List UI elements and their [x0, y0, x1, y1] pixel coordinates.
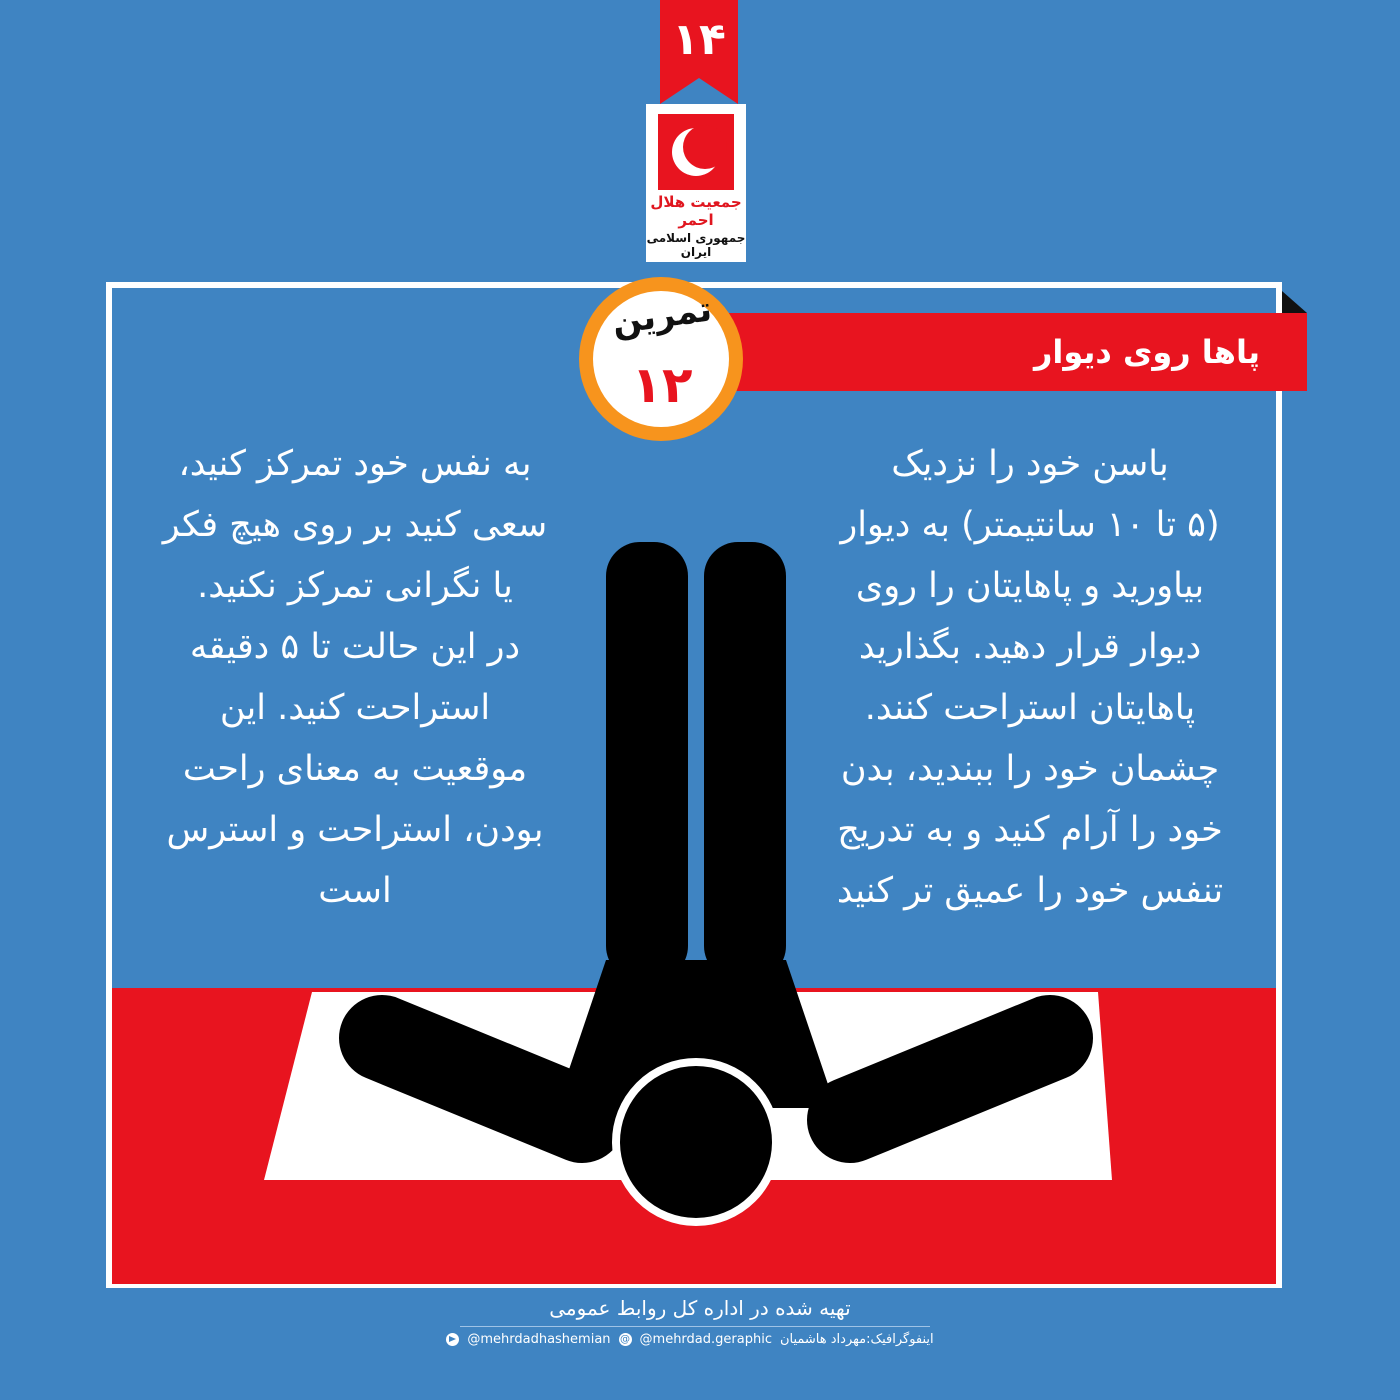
red-crescent-icon	[656, 112, 736, 192]
text-line: چشمان خود را ببندید، بدن	[840, 749, 1220, 789]
text-line: باسن خود را نزدیک	[891, 444, 1169, 484]
text-line: پاهایتان استراحت کنند.	[864, 688, 1196, 728]
text-line: یا نگرانی تمرکز نکنید.	[197, 566, 513, 606]
footer-divider	[460, 1326, 930, 1327]
footer-credits	[440, 1329, 940, 1349]
instagram-handle[interactable]: @mehrdad.geraphic	[639, 1331, 772, 1347]
instagram-icon: @	[620, 1333, 631, 1345]
logo-country-name: جمهوری اسلامی ایران	[646, 231, 746, 259]
text-line: بیاورید و پاهایتان را روی	[855, 566, 1205, 606]
text-line: استراحت کنید. این	[219, 688, 491, 728]
text-line: در این حالت تا ۵ دقیقه	[189, 627, 521, 667]
text-line: است	[318, 871, 392, 911]
designer-credit: اینفوگرافیک:مهرداد هاشمیان	[779, 1331, 934, 1347]
exercise-title: پاها روی دیوار	[1033, 333, 1260, 371]
title-band-fold	[1282, 291, 1307, 313]
instructions-right	[790, 434, 1270, 922]
text-line: سعی کنید بر روی هیچ فکر	[162, 505, 548, 545]
telegram-icon	[446, 1333, 459, 1346]
page-number: ۱۴	[672, 14, 726, 65]
text-line: (۵ تا ۱۰ سانتیمتر) به دیوار	[840, 505, 1220, 545]
badge-number: ۱۲	[631, 356, 693, 414]
text-line: موقعیت به معنای راحت	[182, 749, 528, 789]
telegram-handle[interactable]: @mehrdadhashemian	[467, 1331, 611, 1347]
text-line: خود را آرام کنید و به تدریج	[837, 810, 1223, 850]
logo-org-name: جمعیت هلال احمر	[650, 193, 742, 229]
instructions-left	[120, 434, 590, 922]
badge-label: تمرین	[609, 289, 715, 343]
text-line: تنفس خود را عمیق تر کنید	[836, 871, 1224, 911]
text-line: بودن، استراحت و استرس	[166, 810, 544, 850]
text-line: به نفس خود تمرکز کنید،	[178, 444, 532, 484]
footer-title: تهیه شده در اداره کل روابط عمومی	[549, 1296, 851, 1320]
text-line: دیوار قرار دهید. بگذارید	[858, 627, 1202, 667]
